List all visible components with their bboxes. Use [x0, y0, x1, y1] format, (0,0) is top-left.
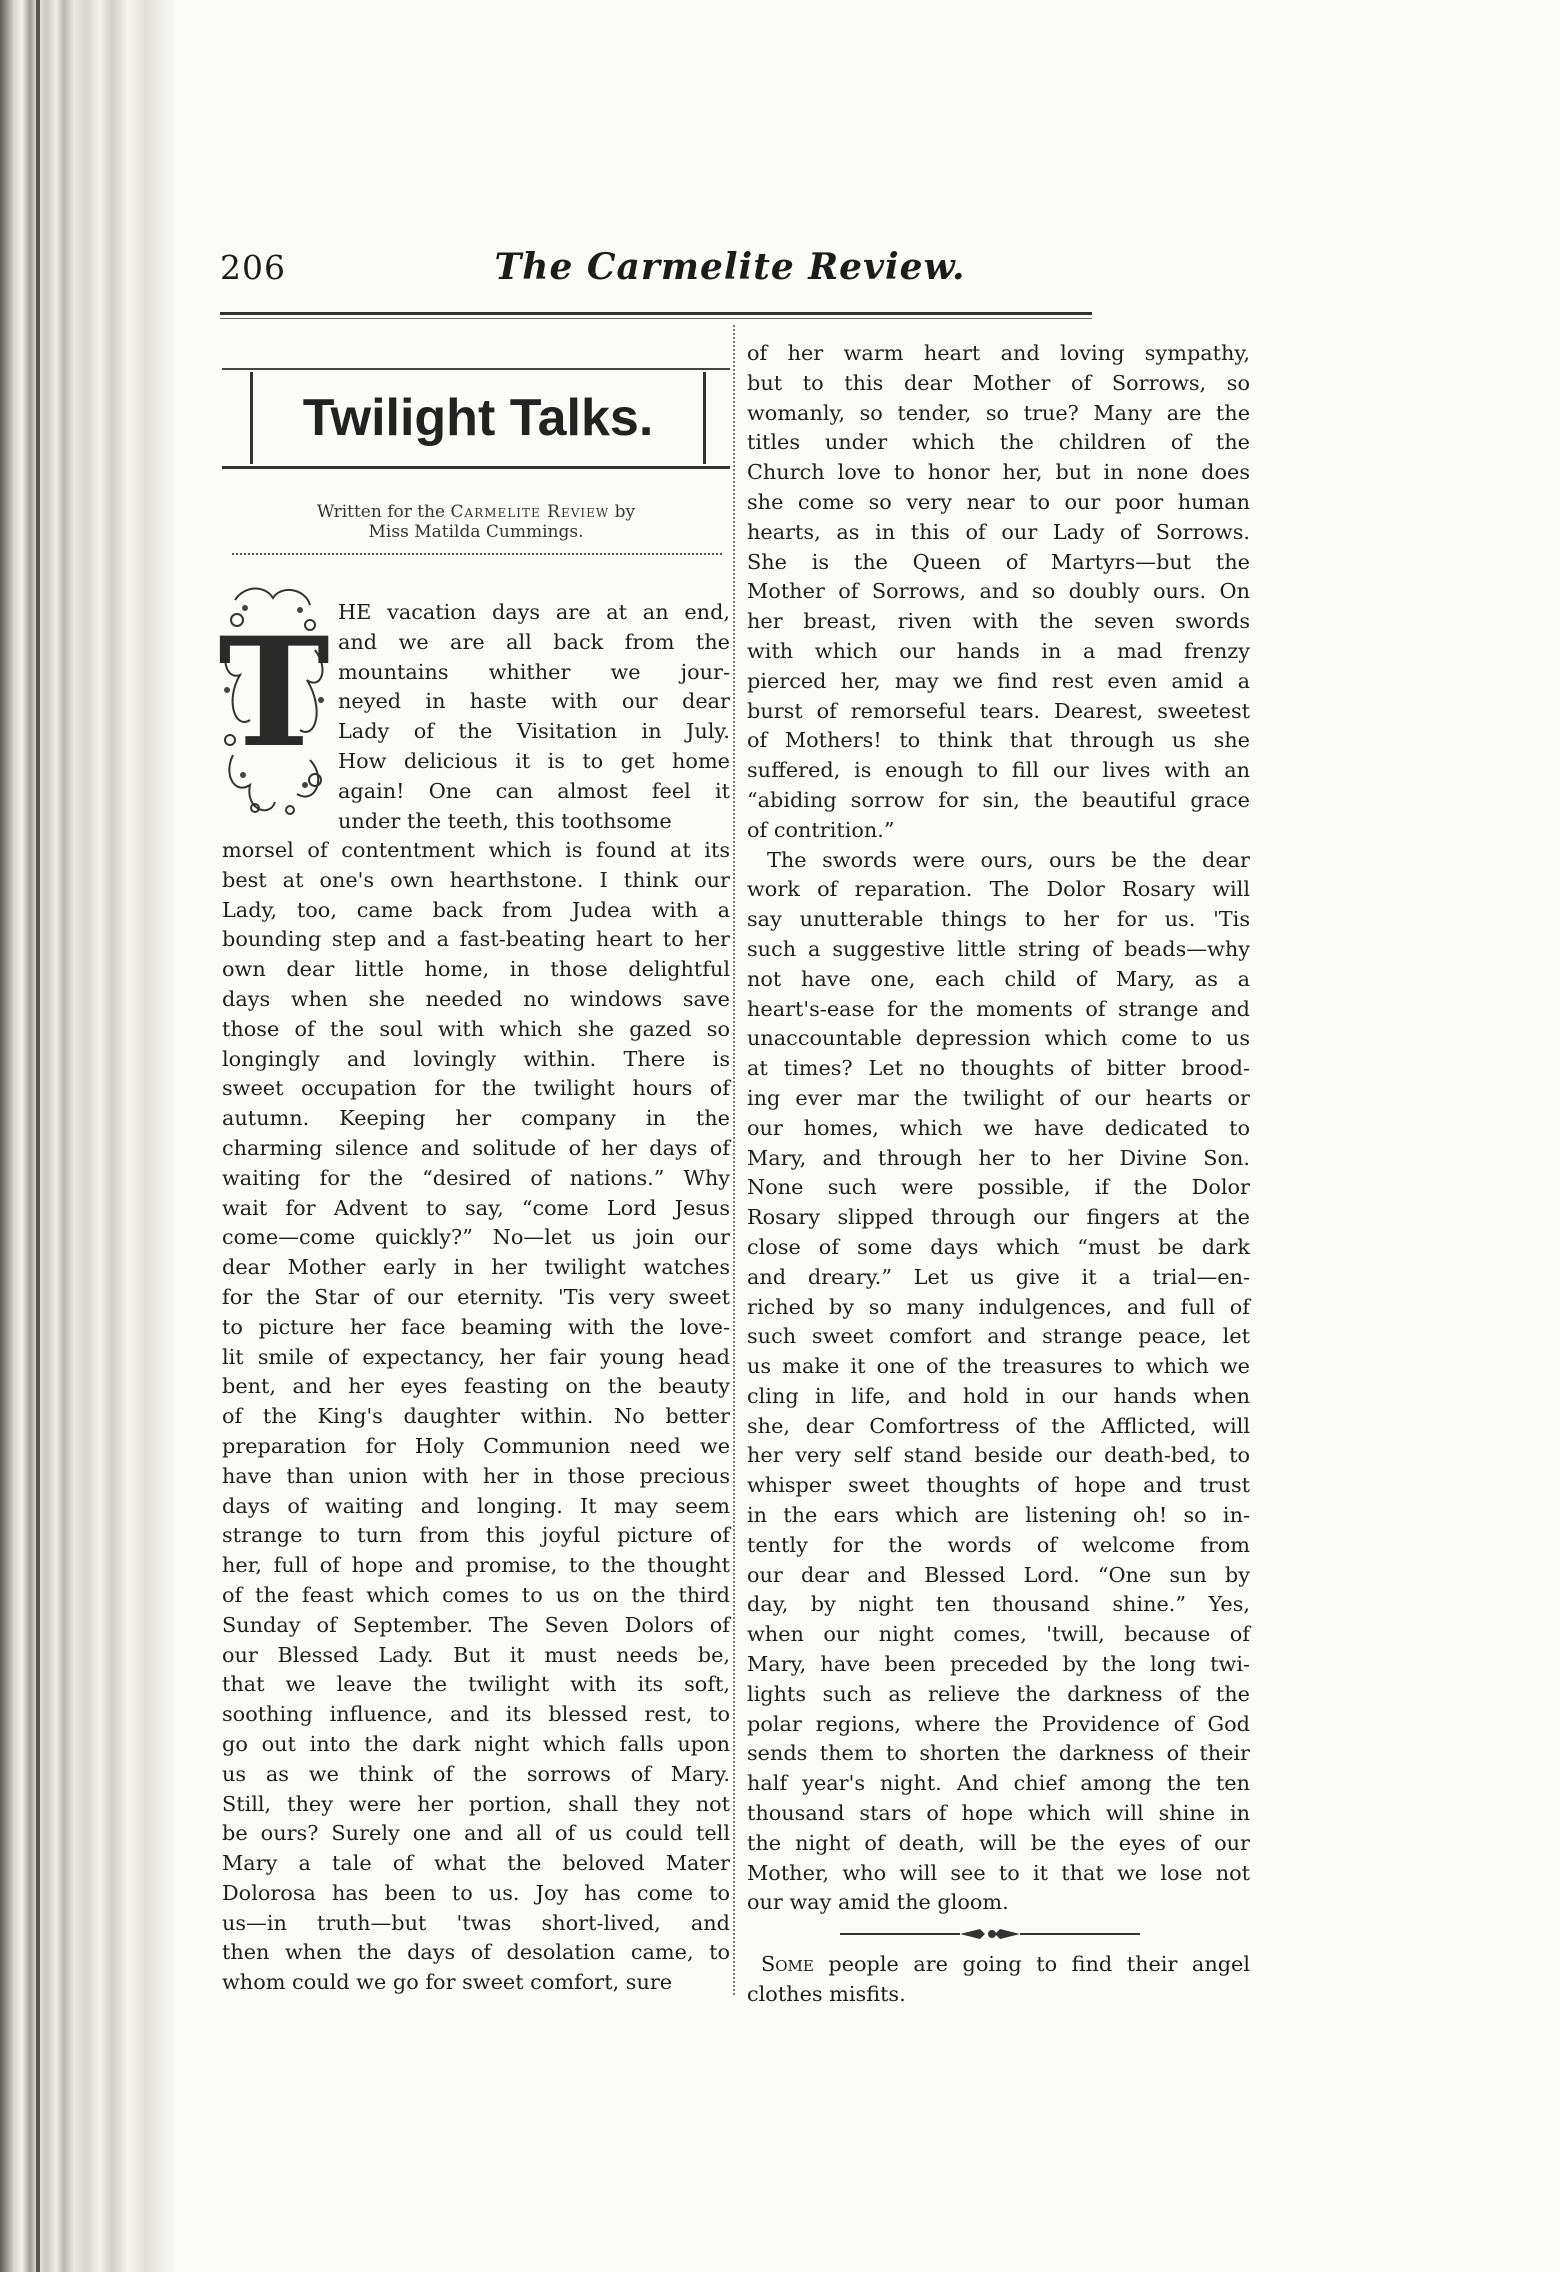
article-title: Twilight Talks.: [302, 389, 654, 447]
section-ornament: [840, 1924, 1140, 1944]
ornamental-drop-cap: [215, 580, 333, 825]
text-line: suffered, is enough to fill our lives with an: [747, 758, 1250, 783]
text-line: work of reparation. The Dolor Rosary will: [747, 877, 1250, 902]
byline-by: by: [614, 502, 636, 522]
text-line: be ours? Surely one and all of us could tell: [222, 1821, 730, 1846]
filler-paragraph: [747, 1950, 1250, 2010]
text-line: of Mothers! to think that through us she: [747, 728, 1250, 753]
text-line: of the feast which comes to us on the third: [222, 1582, 730, 1607]
text-line: soothing influence, and its blessed rest, to: [222, 1702, 730, 1727]
text-line: days when she needed no windows save: [222, 986, 730, 1011]
text-line: of her warm heart and loving sympathy,: [747, 341, 1250, 365]
text-line: How delicious it is to get home: [338, 748, 730, 773]
text-line: She is the Queen of Martyrs—but the: [747, 549, 1250, 574]
text-line: in the ears which are listening oh! so in-: [747, 1503, 1250, 1528]
text-line: whisper sweet thoughts of hope and trust: [747, 1473, 1250, 1498]
text-line: Still, they were her portion, shall they not: [222, 1791, 730, 1816]
text-line: Lady of the Visitation in July.: [338, 719, 730, 744]
text-line: then when the days of desolation came, to: [222, 1940, 730, 1965]
text-line: to picture her face beaming with the love-: [222, 1314, 730, 1339]
text-line: best at one's own hearthstone. I think our: [222, 867, 730, 892]
byline-publication: Carmelite Review: [450, 502, 610, 522]
text-line: go out into the dark night which falls upon: [222, 1731, 730, 1756]
text-line: longingly and lovingly within. There is: [222, 1046, 730, 1071]
text-line: wait for Advent to say, “come Lord Jesus: [222, 1195, 730, 1220]
text-line: our Blessed Lady. But it must needs be,: [222, 1642, 730, 1667]
text-line: of the King's daughter within. No better: [222, 1404, 730, 1429]
right-paragraph-1: [747, 339, 1250, 846]
header-rule: [220, 312, 1092, 319]
text-line: tently for the words of welcome from: [747, 1532, 1250, 1557]
text-line: HE vacation days are at an end,: [338, 600, 730, 624]
text-line: but to this dear Mother of Sorrows, so: [747, 370, 1250, 395]
text-line: sends them to shorten the darkness of their: [747, 1741, 1250, 1766]
text-line: day, by night ten thousand shine.” Yes,: [747, 1592, 1250, 1617]
text-line: riched by so many indulgences, and full of: [747, 1294, 1250, 1319]
text-line: such a suggestive little string of beads—why: [747, 936, 1250, 961]
text-line: and dreary.” Let us give it a trial—en-: [747, 1264, 1250, 1289]
text-line: when our night comes, 'twill, because of: [747, 1622, 1250, 1647]
page-number: 206: [220, 248, 286, 287]
text-line: womanly, so tender, so true? Many are the: [747, 400, 1250, 425]
text-line: bounding step and a fast-beating heart to her: [222, 927, 730, 952]
text-line: Church love to honor her, but in none does: [747, 460, 1250, 485]
text-line: dear Mother early in her twilight watches: [222, 1255, 730, 1280]
text-line: she, dear Comfortress of the Afflicted, will: [747, 1413, 1250, 1438]
filler-line-2: clothes misfits.: [747, 1981, 906, 2006]
text-line: hearts, as in this of our Lady of Sorrows.: [747, 519, 1250, 544]
text-line: sweet occupation for the twilight hours of: [222, 1076, 730, 1101]
text-line: The swords were ours, ours be the dear: [767, 847, 1250, 872]
left-column-top-text: [338, 598, 730, 836]
left-column-main-text: [222, 836, 730, 1998]
text-line: preparation for Holy Communion need we: [222, 1433, 730, 1458]
text-line: own dear little home, in those delightful: [222, 957, 730, 982]
text-line: not have one, each child of Mary, as a: [747, 966, 1250, 991]
book-binding-edge: [0, 0, 175, 2272]
text-line: Mary, and through her to her Divine Son.: [747, 1145, 1250, 1170]
text-line: say unutterable things to her for us. 'Tis: [747, 907, 1250, 932]
text-line: her very self stand beside our death-bed, to: [747, 1443, 1250, 1468]
text-line: our way amid the gloom.: [747, 1890, 1009, 1915]
text-line: the night of death, will be the eyes of our: [747, 1830, 1250, 1855]
text-line: burst of remorseful tears. Dearest, sweetest: [747, 698, 1250, 723]
text-line: heart's-ease for the moments of strange and: [747, 996, 1250, 1021]
running-title: The Carmelite Review.: [494, 246, 966, 288]
text-line: that we leave the twilight with its soft,: [222, 1672, 730, 1697]
text-line: strange to turn from this joyful picture of: [222, 1523, 730, 1548]
text-line: lit smile of expectancy, her fair young head: [222, 1344, 730, 1369]
text-line: charming silence and solitude of her days of: [222, 1135, 730, 1160]
text-line: half year's night. And chief among the ten: [747, 1771, 1250, 1796]
title-box: [250, 372, 706, 464]
text-line: us make it one of the treasures to which we: [747, 1354, 1250, 1379]
title-rule-bottom: [222, 466, 730, 469]
text-line: bent, and her eyes feasting on the beauty: [222, 1374, 730, 1399]
text-line: have than union with her in those precious: [222, 1463, 730, 1488]
text-line: pierced her, may we find rest even amid a: [747, 668, 1250, 693]
text-line: ing ever mar the twilight of our hearts or: [747, 1085, 1250, 1110]
text-line: waiting for the “desired of nations.” Why: [222, 1165, 730, 1190]
text-line: None such were possible, if the Dolor: [747, 1175, 1250, 1200]
text-line: she come so very near to our poor human: [747, 489, 1250, 514]
text-line: at times? Let no thoughts of bitter brood-: [747, 1056, 1250, 1081]
title-rule-top: [222, 368, 730, 370]
text-line: of contrition.”: [747, 817, 895, 842]
text-line: Mary, have been preceded by the long twi-: [747, 1652, 1250, 1677]
text-line: lights such as relieve the darkness of the: [747, 1681, 1250, 1706]
text-line: such sweet comfort and strange peace, let: [747, 1324, 1250, 1349]
text-line: our homes, which we have dedicated to: [747, 1115, 1250, 1140]
text-line: us as we think of the sorrows of Mary.: [222, 1761, 730, 1786]
text-line: close of some days which “must be dark: [747, 1234, 1250, 1259]
text-line: days of waiting and longing. It may seem: [222, 1493, 730, 1518]
binding-shadow-line: [36, 0, 40, 2272]
text-line: her breast, riven with the seven swords: [747, 609, 1250, 634]
text-line: “abiding sorrow for sin, the beautiful grace: [747, 787, 1250, 812]
byline-rule: [232, 553, 722, 555]
right-paragraph-2: [747, 846, 1250, 1919]
right-column-text: [747, 339, 1250, 1918]
text-line: for the Star of our eternity. 'Tis very sweet: [222, 1284, 730, 1309]
drop-cap-letter: T: [218, 605, 330, 781]
text-line: mountains whither we jour-: [338, 659, 730, 684]
filler-line-1: people are going to find their angel: [828, 1952, 1250, 1976]
text-line: neyed in haste with our dear: [338, 689, 730, 714]
text-line: under the teeth, this toothsome: [338, 808, 672, 833]
text-line: Dolorosa has been to us. Joy has come to: [222, 1880, 730, 1905]
text-line: Mother of Sorrows, and so doubly ours. On: [747, 579, 1250, 604]
text-line: come—come quickly?” No—let us join our: [222, 1225, 730, 1250]
text-line: her, full of hope and promise, to the thought: [222, 1553, 730, 1578]
text-line: cling in life, and hold in our hands when: [747, 1383, 1250, 1408]
text-line: Mary a tale of what the beloved Mater: [222, 1851, 730, 1876]
text-line: and we are all back from the: [338, 629, 730, 654]
filler-lead: Some: [761, 1952, 814, 1976]
byline-author: Miss Matilda Cummings.: [368, 522, 584, 542]
text-line: Rosary slipped through our fingers at the: [747, 1205, 1250, 1230]
byline: [222, 502, 730, 542]
column-divider: [733, 325, 735, 1995]
running-header: [220, 248, 1090, 308]
text-line: autumn. Keeping her company in the: [222, 1106, 730, 1131]
text-line: polar regions, where the Providence of God: [747, 1711, 1250, 1736]
text-line: morsel of contentment which is found at its: [222, 838, 730, 862]
text-line: whom could we go for sweet comfort, sure: [222, 1970, 673, 1995]
text-line: those of the soul with which she gazed so: [222, 1016, 730, 1041]
text-line: Mother, who will see to it that we lose not: [747, 1860, 1250, 1885]
text-line: thousand stars of hope which will shine in: [747, 1801, 1250, 1826]
text-line: titles under which the children of the: [747, 430, 1250, 455]
text-line: Lady, too, came back from Judea with a: [222, 897, 730, 922]
text-line: with which our hands in a mad frenzy: [747, 638, 1250, 663]
text-line: again! One can almost feel it: [338, 778, 730, 803]
byline-lead: Written for the: [316, 502, 446, 522]
text-line: unaccountable depression which come to us: [747, 1026, 1250, 1051]
text-line: us—in truth—but 'twas short-lived, and: [222, 1910, 730, 1935]
text-line: Sunday of September. The Seven Dolors of: [222, 1612, 730, 1637]
text-line: our dear and Blessed Lord. “One sun by: [747, 1562, 1250, 1587]
